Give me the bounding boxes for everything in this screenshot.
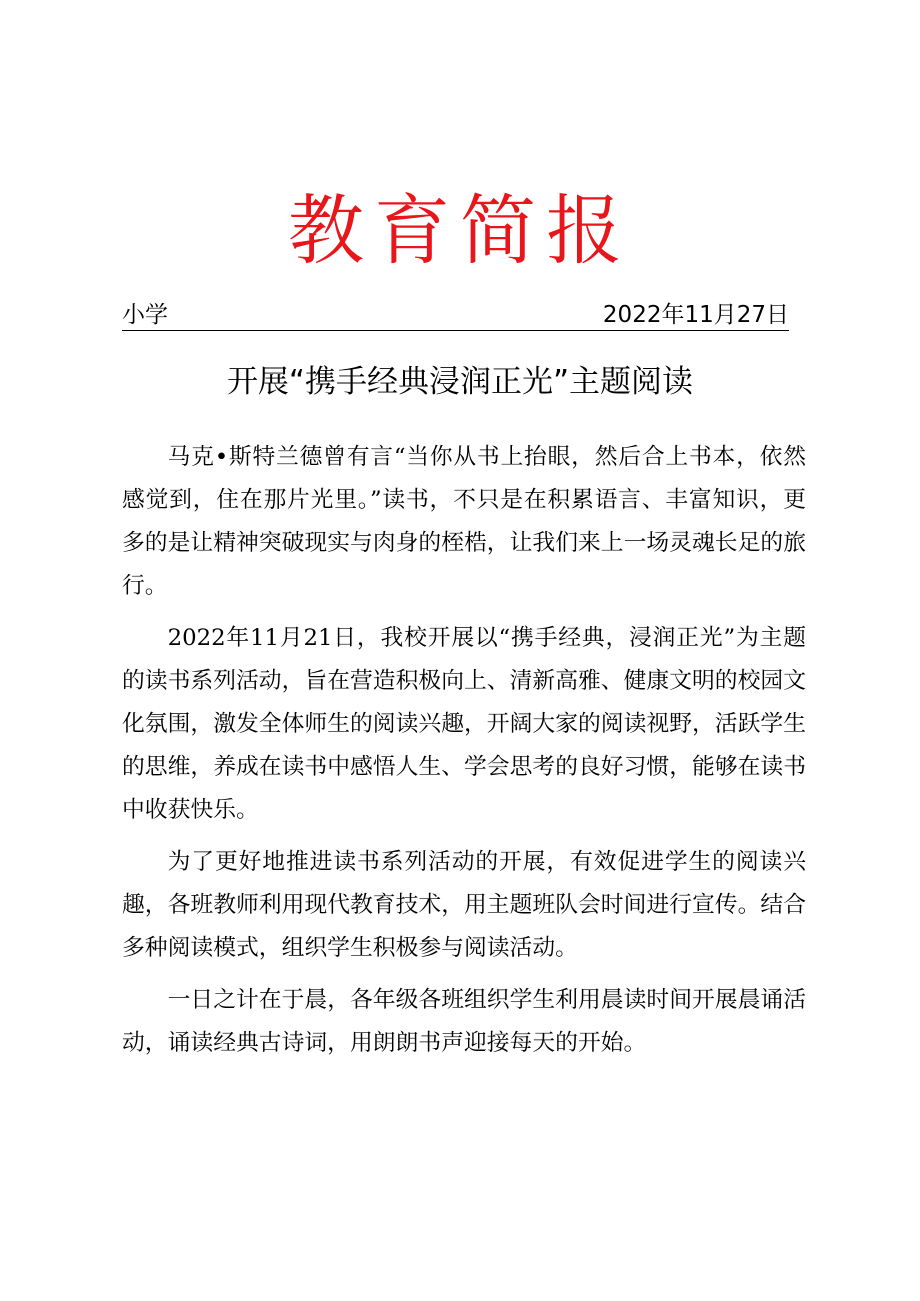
article-paragraph: 为了更好地推进读书系列活动的开展，有效促进学生的阅读兴趣，各班教师利用现代教育技术，用主题班队会时间进行宣传。结合多种阅读模式，组织学生积极参与阅读活动。 [122, 849, 806, 961]
newsletter-title: 教育简报 [288, 186, 632, 275]
article-paragraph: 一日之计在于晨，各年级各班组织学生利用晨读时间开展晨诵活动，诵读经典古诗词，用朗朗书声迎接每天的开始。 [122, 987, 806, 1056]
article-body [122, 436, 806, 1074]
article-headline: 开展“携手经典浸润正光”主题阅读 [226, 364, 694, 400]
info-line [122, 300, 789, 331]
issue-date: 2022年11月27日 [602, 302, 789, 328]
school-name: 小学 [122, 302, 168, 328]
article-paragraph: 马克•斯特兰德曾有言“当你从书上抬眼，然后合上书本，依然感觉到，住在那片光里。”读书，不只是在积累语言、丰富知识，更多的是让精神突破现实与肉身的桎梏，让我们来上一场灵魂长足的旅行。 [122, 444, 806, 599]
article-paragraph: 2022年11月21日，我校开展以“携手经典，浸润正光”为主题的读书系列活动，旨在营造积极向上、清新高雅、健康文明的校园文化氛围，激发全体师生的阅读兴趣，开阔大家的阅读视野，活跃学生的思维，养成在读书中感悟人生、学会思考的良好习惯，能够在读书中收获快乐。 [122, 625, 806, 823]
